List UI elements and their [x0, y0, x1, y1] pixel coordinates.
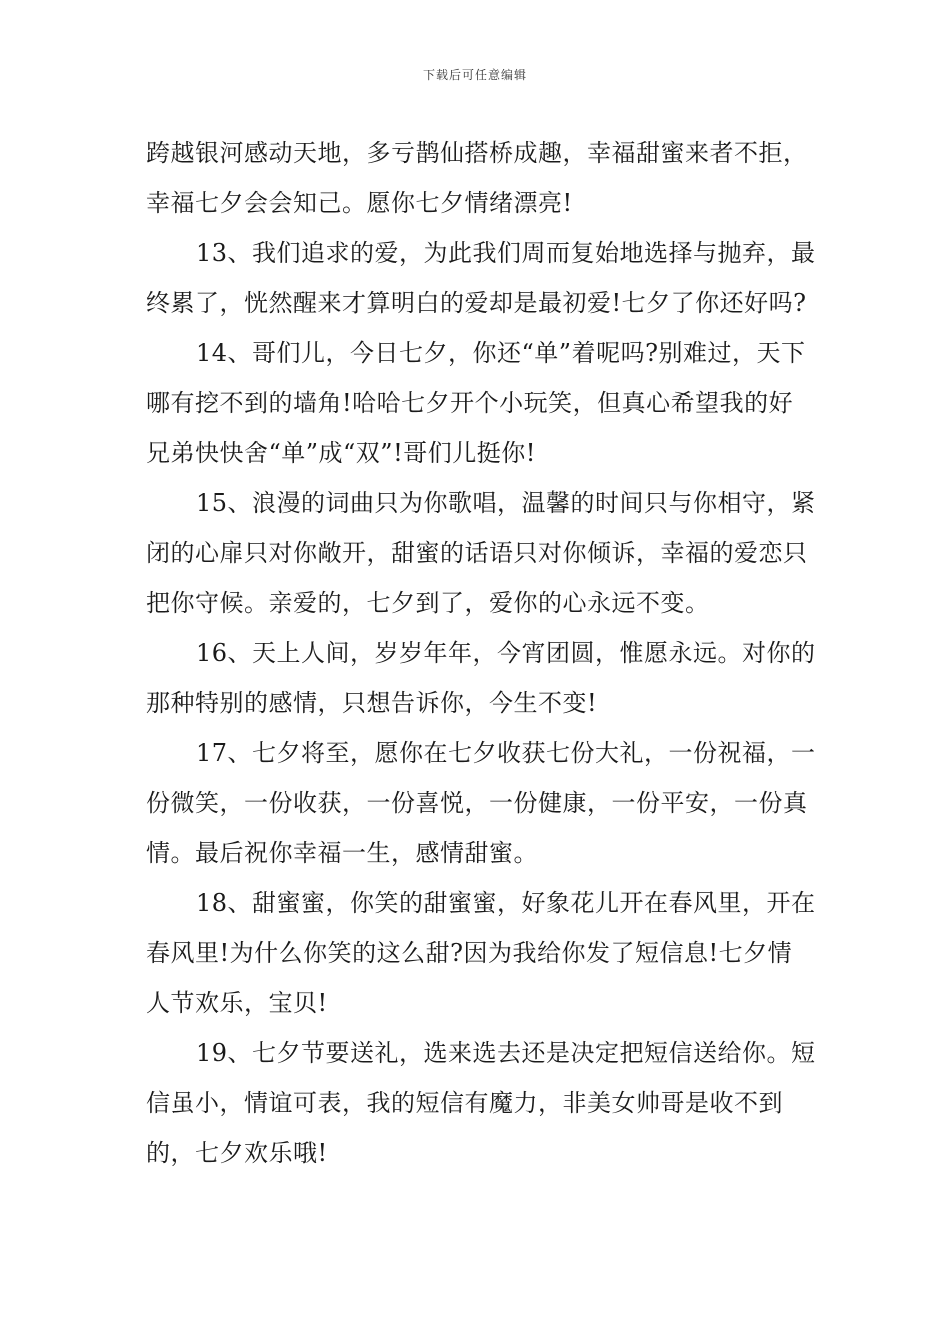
paragraph-18: 18、甜蜜蜜，你笑的甜蜜蜜，好象花儿开在春风里，开在春风里!为什么你笑的这么甜?因为我给你发了短信息!七夕情人节欢乐，宝贝! — [146, 889, 816, 1017]
paragraph-13: 13、我们追求的爱，为此我们周而复始地选择与抛弃，最终累了，恍然醒来才算明白的爱却是最初爱!七夕了你还好吗? — [146, 239, 816, 317]
paragraph-19: 19、七夕节要送礼，选来选去还是决定把短信送给你。短信虽小，情谊可表，我的短信有魔力，非美女帅哥是收不到的，七夕欢乐哦! — [146, 1039, 816, 1167]
page-header: 下载后可任意编辑 — [422, 68, 527, 82]
paragraph-continuation: 跨越银河感动天地，多亏鹊仙搭桥成趣，幸福甜蜜来者不拒，幸福七夕会会知己。愿你七夕情绪漂亮! — [146, 139, 808, 217]
paragraph-14: 14、哥们儿，今日七夕，你还“单”着呢吗?别难过，天下哪有挖不到的墙角!哈哈七夕开个小玩笑，但真心希望我的好兄弟快快舍“单”成“双”!哥们儿挺你! — [146, 339, 806, 467]
paragraph-17: 17、七夕将至，愿你在七夕收获七份大礼，一份祝福，一份微笑，一份收获，一份喜悦，一份健康，一份平安，一份真情。最后祝你幸福一生，感情甜蜜。 — [146, 739, 816, 867]
paragraph-15: 15、浪漫的词曲只为你歌唱，温馨的时间只与你相守，紧闭的心扉只对你敞开，甜蜜的话语只对你倾诉，幸福的爱恋只把你守候。亲爱的，七夕到了，爱你的心永远不变。 — [146, 489, 816, 617]
paragraph-16: 16、天上人间，岁岁年年，今宵团圆，惟愿永远。对你的那种特别的感情，只想告诉你，今生不变! — [146, 639, 816, 717]
document-body — [146, 128, 816, 1178]
